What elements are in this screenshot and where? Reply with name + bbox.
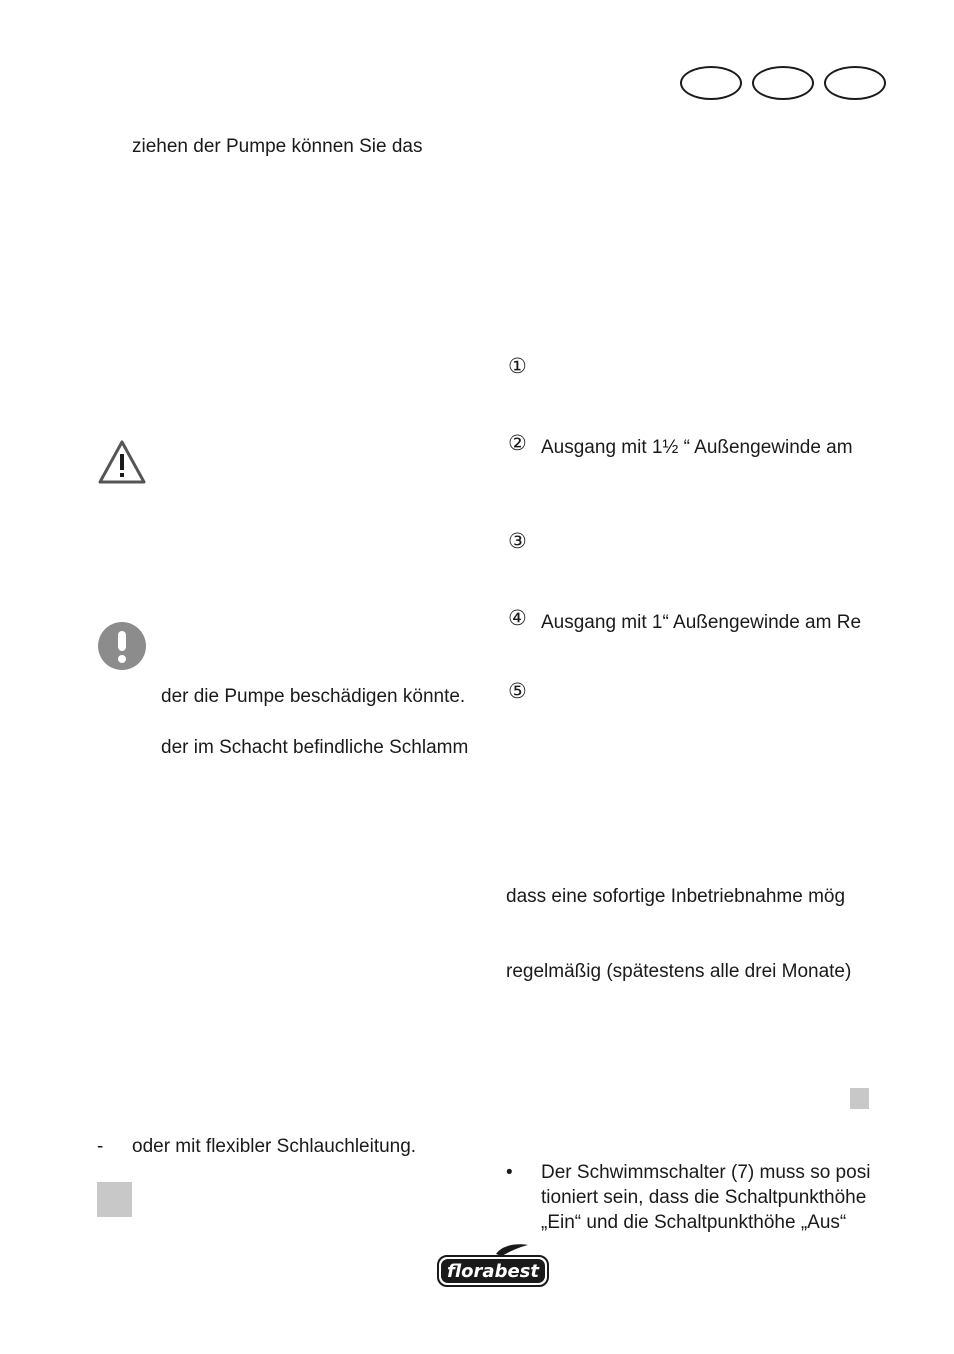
list-item-text: Ausgang mit 1½ “ Außengewinde am [541, 437, 853, 458]
list-number: ④ [508, 607, 527, 630]
language-oval-3 [824, 66, 886, 100]
float-switch-line-2: tioniert sein, dass die Schaltpunkthöhe [541, 1187, 867, 1208]
list-number: ③ [508, 530, 527, 553]
language-oval-1 [680, 66, 742, 100]
text-start-line: dass eine sofortige Inbetriebnahme mög [506, 886, 846, 907]
bullet-dot: • [506, 1162, 513, 1183]
float-switch-line-1: Der Schwimmschalter (7) muss so posi [541, 1162, 871, 1183]
float-switch-line-3: „Ein“ und die Schaltpunkthöhe „Aus“ [541, 1212, 847, 1233]
list-number: ⑤ [508, 680, 527, 703]
text-regular-line: regelmäßig (spätestens alle drei Monate) [506, 961, 852, 982]
florabest-logo [436, 1244, 550, 1288]
text-pump-line: ziehen der Pumpe können Sie das [132, 136, 423, 157]
bullet-dash: - [97, 1136, 104, 1157]
logo-text: florabest [447, 1261, 539, 1282]
gray-marker-square-left [97, 1182, 132, 1217]
language-oval-2 [752, 66, 814, 100]
gray-marker-square-right [850, 1088, 869, 1109]
list-number: ② [508, 432, 527, 455]
text-damage-line: der die Pumpe beschädigen könnte. [161, 686, 466, 707]
text-mud-line: der im Schacht befindliche Schlamm [161, 737, 469, 758]
list-item-text: Ausgang mit 1“ Außengewinde am Re [541, 612, 862, 633]
list-number: ① [508, 355, 527, 378]
warning-triangle-icon [97, 439, 147, 485]
exclamation-circle-icon [97, 621, 147, 671]
text-hose-line: oder mit flexibler Schlauchleitung. [132, 1136, 417, 1157]
